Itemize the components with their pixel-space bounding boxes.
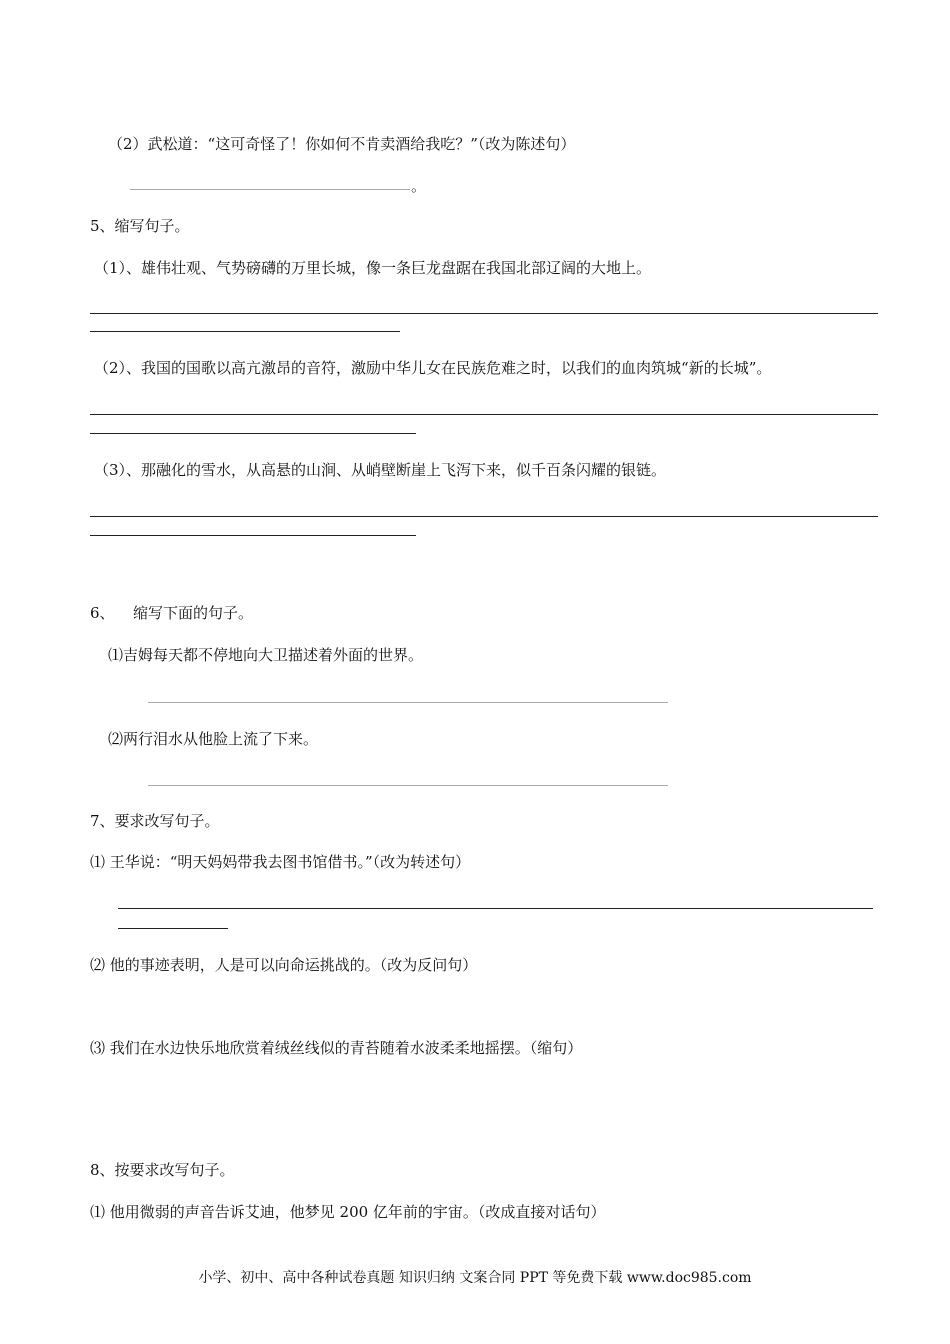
q5-item2-text: （2）、我国的国歌以高亢激昂的音符，激励中华儿女在民族危难之时，以我们的血肉筑城“新的长城”。 bbox=[94, 359, 772, 377]
q5-title: 5、缩写句子。 bbox=[90, 217, 190, 235]
page-footer: 小学、初中、高中各种试卷真题 知识归纳 文案合同 PPT 等免费下载 www.doc985.com bbox=[198, 1270, 752, 1286]
q5-item2-answer-line-2[interactable] bbox=[90, 433, 416, 434]
q6-item1-text: ⑴吉姆每天都不停地向大卫描述着外面的世界。 bbox=[108, 646, 424, 664]
q6-title: 缩写下面的句子。 bbox=[133, 604, 254, 622]
q8-item1-text: ⑴ 他用微弱的声音告诉艾迪，他梦见 200 亿年前的宇宙。（改成直接对话句） bbox=[90, 1203, 606, 1221]
q5-item3-answer-line-2[interactable] bbox=[90, 535, 416, 536]
q5-item1-answer-line-1[interactable] bbox=[90, 313, 878, 314]
q7-title: 7、要求改写句子。 bbox=[90, 812, 220, 830]
q4-period: 。 bbox=[411, 177, 427, 195]
q7-item1-answer-line-1[interactable] bbox=[118, 908, 873, 909]
q6-number: 6、 bbox=[90, 604, 115, 622]
q8-title: 8、按要求改写句子。 bbox=[90, 1161, 235, 1179]
q6-item2-answer-line[interactable] bbox=[148, 785, 668, 786]
q4-item2-answer-line[interactable] bbox=[130, 189, 410, 190]
q6-item1-answer-line[interactable] bbox=[148, 702, 668, 703]
q6-item2-text: ⑵两行泪水从他脸上流了下来。 bbox=[108, 730, 319, 748]
q7-item1-answer-line-2[interactable] bbox=[118, 928, 228, 929]
q4-item2-text: （2）武松道：“这可奇怪了！你如何不肯卖酒给我吃？”（改为陈述句） bbox=[108, 135, 576, 153]
q5-item1-text: （1）、雄伟壮观、气势磅礴的万里长城，像一条巨龙盘踞在我国北部辽阔的大地上。 bbox=[94, 259, 652, 277]
q5-item2-answer-line-1[interactable] bbox=[90, 414, 878, 415]
q7-item2-text: ⑵ 他的事迹表明，人是可以向命运挑战的。（改为反问句） bbox=[90, 956, 478, 974]
q7-item1-text: ⑴ 王华说：“明天妈妈带我去图书馆借书。”（改为转述句） bbox=[90, 853, 471, 871]
q5-item1-answer-line-2[interactable] bbox=[90, 331, 400, 332]
q5-item3-answer-line-1[interactable] bbox=[90, 516, 878, 517]
q7-item3-text: ⑶ 我们在水边快乐地欣赏着绒丝线似的青苔随着水波柔柔地摇摆。（缩句） bbox=[90, 1039, 583, 1057]
q5-item3-text: （3）、那融化的雪水，从高悬的山涧、从峭壁断崖上飞泻下来，似千百条闪耀的银链。 bbox=[94, 461, 667, 479]
